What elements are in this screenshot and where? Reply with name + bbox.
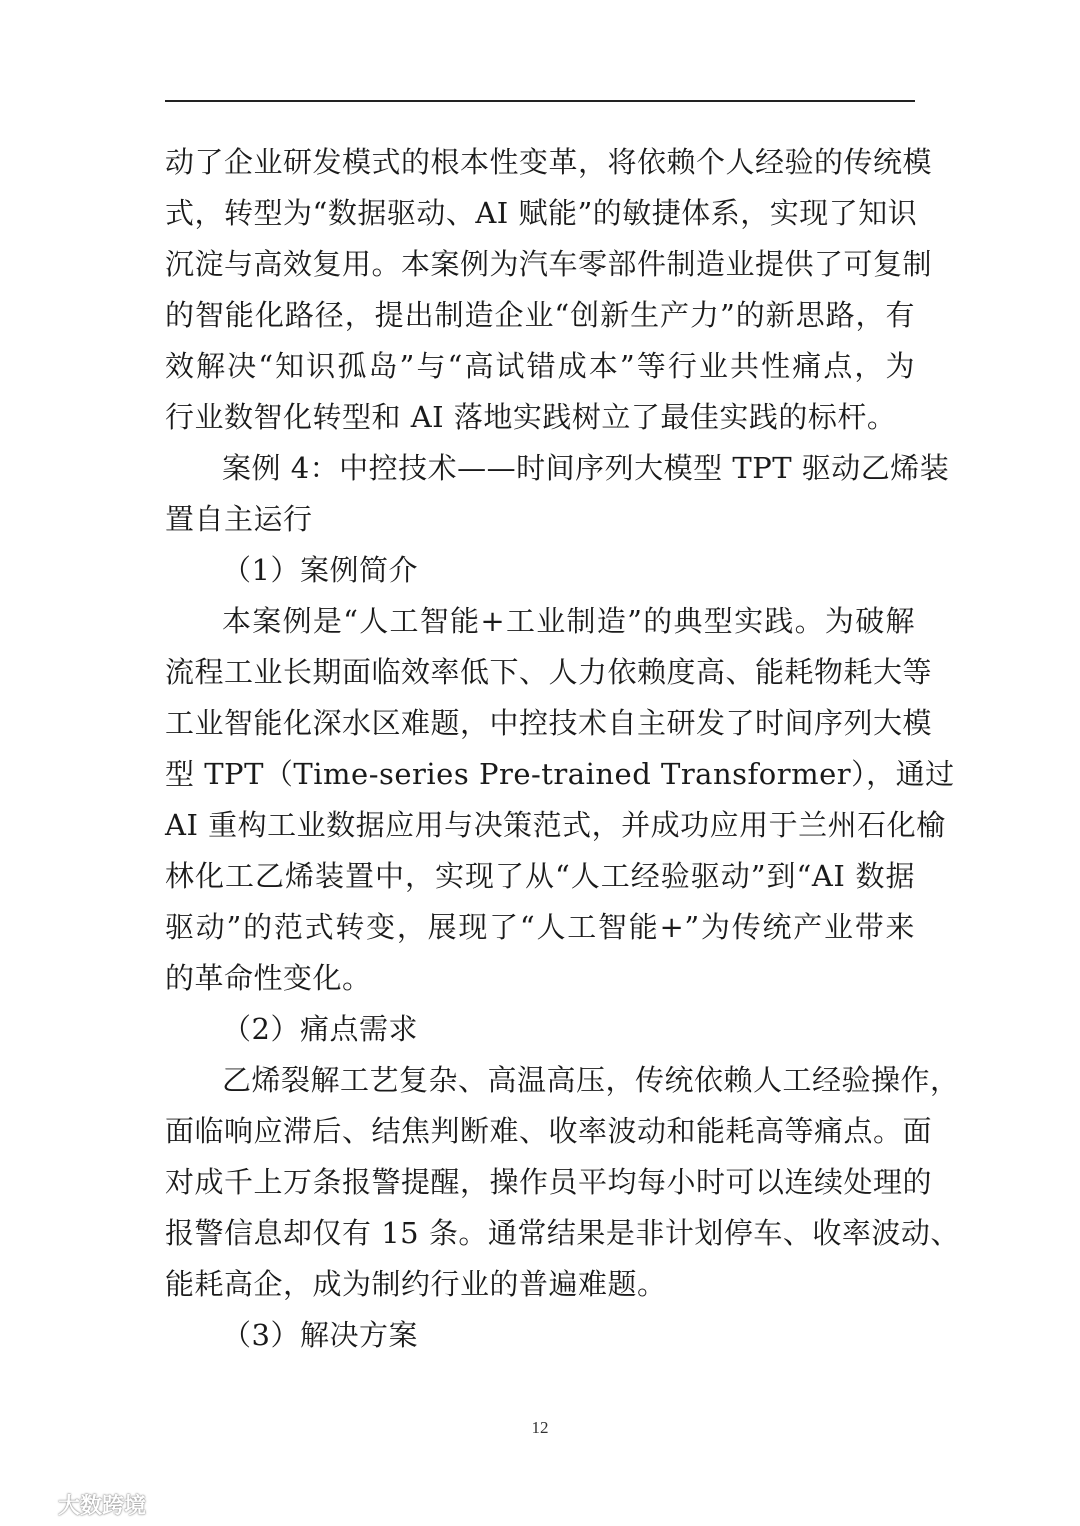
body-line: 的革命性变化。 (165, 961, 372, 995)
body-line: 工业智能化深水区难题，中控技术自主研发了时间序列大模 (165, 706, 933, 740)
watermark-text: 大数跨境 (58, 1493, 147, 1519)
section-heading-intro: （1）案例简介 (222, 553, 418, 587)
body-line: 林化工乙烯装置中，实现了从“人工经验驱动”到“AI 数据 (165, 859, 915, 893)
page-number: 12 (531, 1418, 549, 1437)
weibo-like-logo-icon (8, 1490, 52, 1518)
body-line: 能耗高企，成为制约行业的普遍难题。 (165, 1267, 667, 1301)
body-line: 型 TPT（Time-series Pre-trained Transformer），通过 (165, 757, 955, 791)
body-line: 行业数智化转型和 AI 落地实践树立了最佳实践的标杆。 (165, 400, 897, 434)
body-line: 效解决“知识孤岛”与“高试错成本”等行业共性痛点，为 (165, 349, 915, 383)
body-line: 面临响应滞后、结焦判断难、收率波动和能耗高等痛点。面 (165, 1114, 933, 1148)
body-line: 流程工业长期面临效率低下、人力依赖度高、能耗物耗大等 (165, 655, 933, 689)
body-line: 的智能化路径，提出制造企业“创新生产力”的新思路，有 (165, 298, 915, 332)
section-heading-solution: （3）解决方案 (222, 1318, 418, 1352)
body-line: 动了企业研发模式的根本性变革，将依赖个人经验的传统模 (165, 145, 933, 179)
case-heading: 案例 4：中控技术——时间序列大模型 TPT 驱动乙烯装 (222, 451, 950, 485)
section-heading-pain-points: （2）痛点需求 (222, 1012, 418, 1046)
body-line: 乙烯裂解工艺复杂、高温高压，传统依赖人工经验操作， (222, 1063, 960, 1097)
body-line: AI 重构工业数据应用与决策范式，并成功应用于兰州石化榆 (165, 808, 946, 842)
body-line: 本案例是“人工智能+工业制造”的典型实践。为破解 (222, 604, 915, 638)
body-line: 沉淀与高效复用。本案例为汽车零部件制造业提供了可复制 (165, 247, 933, 281)
case-heading-cont: 置自主运行 (165, 502, 313, 536)
body-line: 式，转型为“数据驱动、AI 赋能”的敏捷体系，实现了知识 (165, 196, 918, 230)
header-rule (165, 100, 915, 102)
watermark (8, 1486, 146, 1522)
body-line: 报警信息却仅有 15 条。通常结果是非计划停车、收率波动、 (165, 1216, 960, 1250)
body-line: 驱动”的范式转变，展现了“人工智能+”为传统产业带来 (165, 910, 915, 944)
body-line: 对成千上万条报警提醒，操作员平均每小时可以连续处理的 (165, 1165, 933, 1199)
